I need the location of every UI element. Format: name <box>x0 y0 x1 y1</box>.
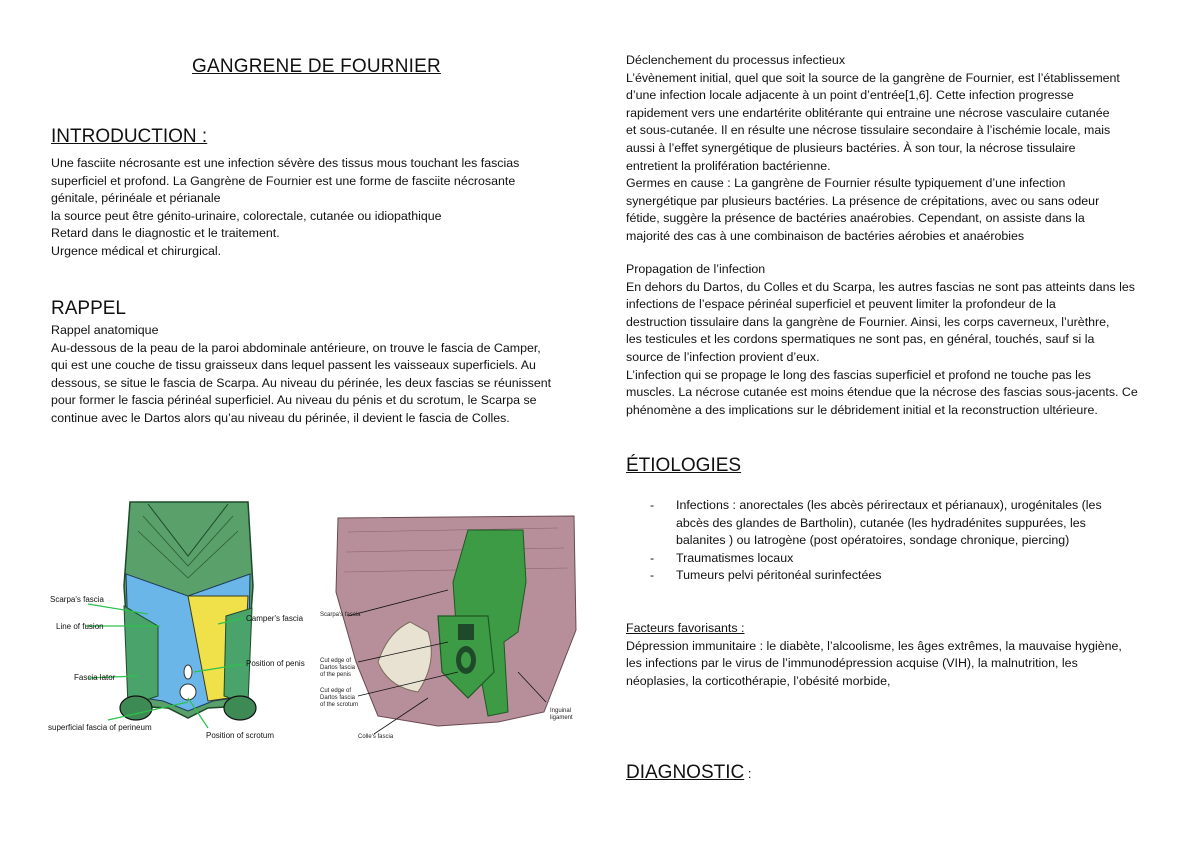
rappel-heading: RAPPEL <box>51 298 126 319</box>
propagation-line: muscles. La nécrose cutanée est moins étendue que la nécrose des fascias sous-jacents. Ce <box>626 385 1138 400</box>
intro-line: Retard dans le diagnostic et le traitement. <box>51 226 280 241</box>
intro-line: superficiel et profond. La Gangrène de Fournier est une forme de fasciite nécrosante <box>51 173 516 188</box>
intro-line: Une fasciite nécrosante est une infection sévère des tissus mous touchant les fascias <box>51 156 520 170</box>
label2-cut-penis-2: Dartos fascia <box>320 665 356 671</box>
rappel-line: qui est une couche de tissu graisseux dans lequel passent les vaisseaux superficiels. Au <box>51 358 536 373</box>
list-item-line: - Traumatismes locaux <box>676 550 794 565</box>
label-fascia-lata: Fascia lator <box>74 673 116 682</box>
facteurs-heading: Facteurs favorisants : <box>626 621 745 635</box>
etiologies-list <box>626 497 1156 585</box>
rappel-line: pour former le fascia périnéal superficiel. Au niveau du pénis et du scrotum, le Scarpa se <box>51 393 537 408</box>
diagnostic-heading: DIAGNOSTIC <box>626 762 745 783</box>
diagram-body <box>120 502 256 720</box>
list-item-line: balanites ) ou Iatrogène (post opératoires, sondage chronique, piercing) <box>676 533 1070 548</box>
declenchement-line: aussi à l’effet synergétique de plusieurs bactéries. À son tour, la nécrose tissulaire <box>626 140 1076 155</box>
fascia-illustration-perineum <box>318 512 580 740</box>
diagnostic-heading-wrap <box>626 762 751 784</box>
declenchement-heading: Déclenchement du processus infectieux <box>626 53 846 67</box>
propagation-section <box>626 261 1138 419</box>
propagation-line: phénomène a des implications sur le débridement initial et la reconstruction ultérieure. <box>626 402 1098 417</box>
propagation-line: destruction tissulaire dans la gangrène de Fournier. Ainsi, les corps caverneux, l’urèthre, <box>626 314 1110 329</box>
label2-cut-penis-3: of the penis <box>320 672 352 678</box>
propagation-line: infections de l’espace périnéal superficiel et peuvent limiter la profondeur de la <box>626 297 1056 312</box>
label2-cut-scrot-1: Cut edge of <box>320 688 352 694</box>
declenchement-section <box>626 52 1120 246</box>
facteurs-line: les infections par le virus de l’immunodépression acquise (VIH), la malnutrition, les <box>626 656 1078 671</box>
page-title: GANGRENE DE FOURNIER <box>192 56 441 77</box>
declenchement-line: L’évènement initial, quel que soit la source de la gangrène de Fournier, est l’établissement <box>626 70 1120 85</box>
declenchement-line: et sous-cutanée. Il en résulte une nécrose tissulaire secondaire à l’ischémie locale, mais <box>626 123 1111 138</box>
rappel-text <box>51 322 551 428</box>
propagation-line: les testicules et les cordons spermatiques ne sont pas, en général, touchés, sauf si la <box>626 332 1095 347</box>
label-scarpa: Scarpa's fascia <box>50 595 104 604</box>
label2-cut-penis-1: Cut edge of <box>320 658 352 664</box>
facteurs-section <box>626 620 1122 690</box>
list-item <box>626 497 1156 550</box>
list-item-line: abcès des glandes de Bartholin), cutanée (les hydradénites suppurées, les <box>676 515 1086 530</box>
label-campers: Camper's fascia <box>246 614 304 623</box>
declenchement-line: d’une infection locale adjacente à un point d’entrée[1,6]. Cette infection progresse <box>626 88 1074 103</box>
introduction-text <box>51 155 519 261</box>
fascia-diagram-front <box>48 496 308 746</box>
label2-colles: Colle's fascia <box>358 734 394 740</box>
label2-cut-scrot-2: Dartos fascia <box>320 695 356 701</box>
label2-cut-scrot-3: of the scrotum <box>320 702 359 708</box>
declenchement-line: synergétique par plusieurs bactéries. La présence de crépitations, avec ou sans odeur <box>626 193 1100 208</box>
propagation-heading: Propagation de l’infection <box>626 262 766 276</box>
declenchement-line: majorité des cas à une combinaison de bactéries aérobies et anaérobies <box>626 228 1025 243</box>
declenchement-line: Germes en cause : La gangrène de Fournier résulte typiquement d’une infection <box>626 176 1066 191</box>
diagnostic-suffix: : <box>744 766 752 781</box>
propagation-line: source de l’infection provient d’eux. <box>626 349 820 364</box>
introduction-heading: INTRODUCTION : <box>51 126 208 147</box>
label2-inguinal-2: ligament <box>550 715 573 721</box>
label-superficial-perineum: superficial fascia of perineum <box>48 723 152 732</box>
list-item-line: - Tumeurs pelvi péritonéal surinfectées <box>676 568 882 583</box>
list-item-line: - Infections : anorectales (les abcès périrectaux et périanaux), urogénitales (les <box>676 498 1102 512</box>
facteurs-line: Dépression immunitaire : le diabète, l’alcoolisme, les âges extrêmes, la mauvaise hygiène, <box>626 638 1122 653</box>
declenchement-line: rapidement vers une endartérite oblitérante qui entraine une nécrose vasculaire cutanée <box>626 105 1110 120</box>
facteurs-line: néoplasies, la corticothérapie, l’obésité morbide, <box>626 673 891 688</box>
declenchement-line: entretient la prolifération bactérienne. <box>626 158 831 173</box>
label-penis: Position of penis <box>246 659 305 668</box>
label-scrotum: Position of scrotum <box>206 731 275 740</box>
label2-scarpa: Scarpa's fascia <box>320 612 361 618</box>
label-line-of-fusion: Line of fusion <box>56 622 104 631</box>
intro-line: génitale, périnéale et périanale <box>51 191 221 206</box>
propagation-line: L’infection qui se propage le long des fascias superficiel et profond ne touche pas les <box>626 367 1091 382</box>
list-item <box>626 550 1156 568</box>
list-item <box>626 567 1156 585</box>
intro-line: Urgence médical et chirurgical. <box>51 243 222 258</box>
rappel-line: Au-dessous de la peau de la paroi abdominale antérieure, on trouve le fascia de Camper, <box>51 340 541 355</box>
label2-inguinal-1: Inguinal <box>550 708 572 714</box>
intro-line: la source peut être génito-urinaire, colorectale, cutanée ou idiopathique <box>51 208 442 223</box>
propagation-line: En dehors du Dartos, du Colles et du Scarpa, les autres fascias ne sont pas atteints dans les <box>626 279 1135 294</box>
rappel-line: continue avec le Dartos alors qu’au niveau du périnée, il devient le fascia de Colles. <box>51 410 510 425</box>
rappel-subheading: Rappel anatomique <box>51 323 159 337</box>
etiologies-heading: ÉTIOLOGIES <box>626 455 742 476</box>
declenchement-line: fétide, suggère la présence de bactéries anaérobies. Cependant, on assiste dans la <box>626 211 1085 226</box>
rappel-line: dessous, se situe le fascia de Scarpa. Au niveau du périnée, les deux fascias se réunissent <box>51 375 552 390</box>
